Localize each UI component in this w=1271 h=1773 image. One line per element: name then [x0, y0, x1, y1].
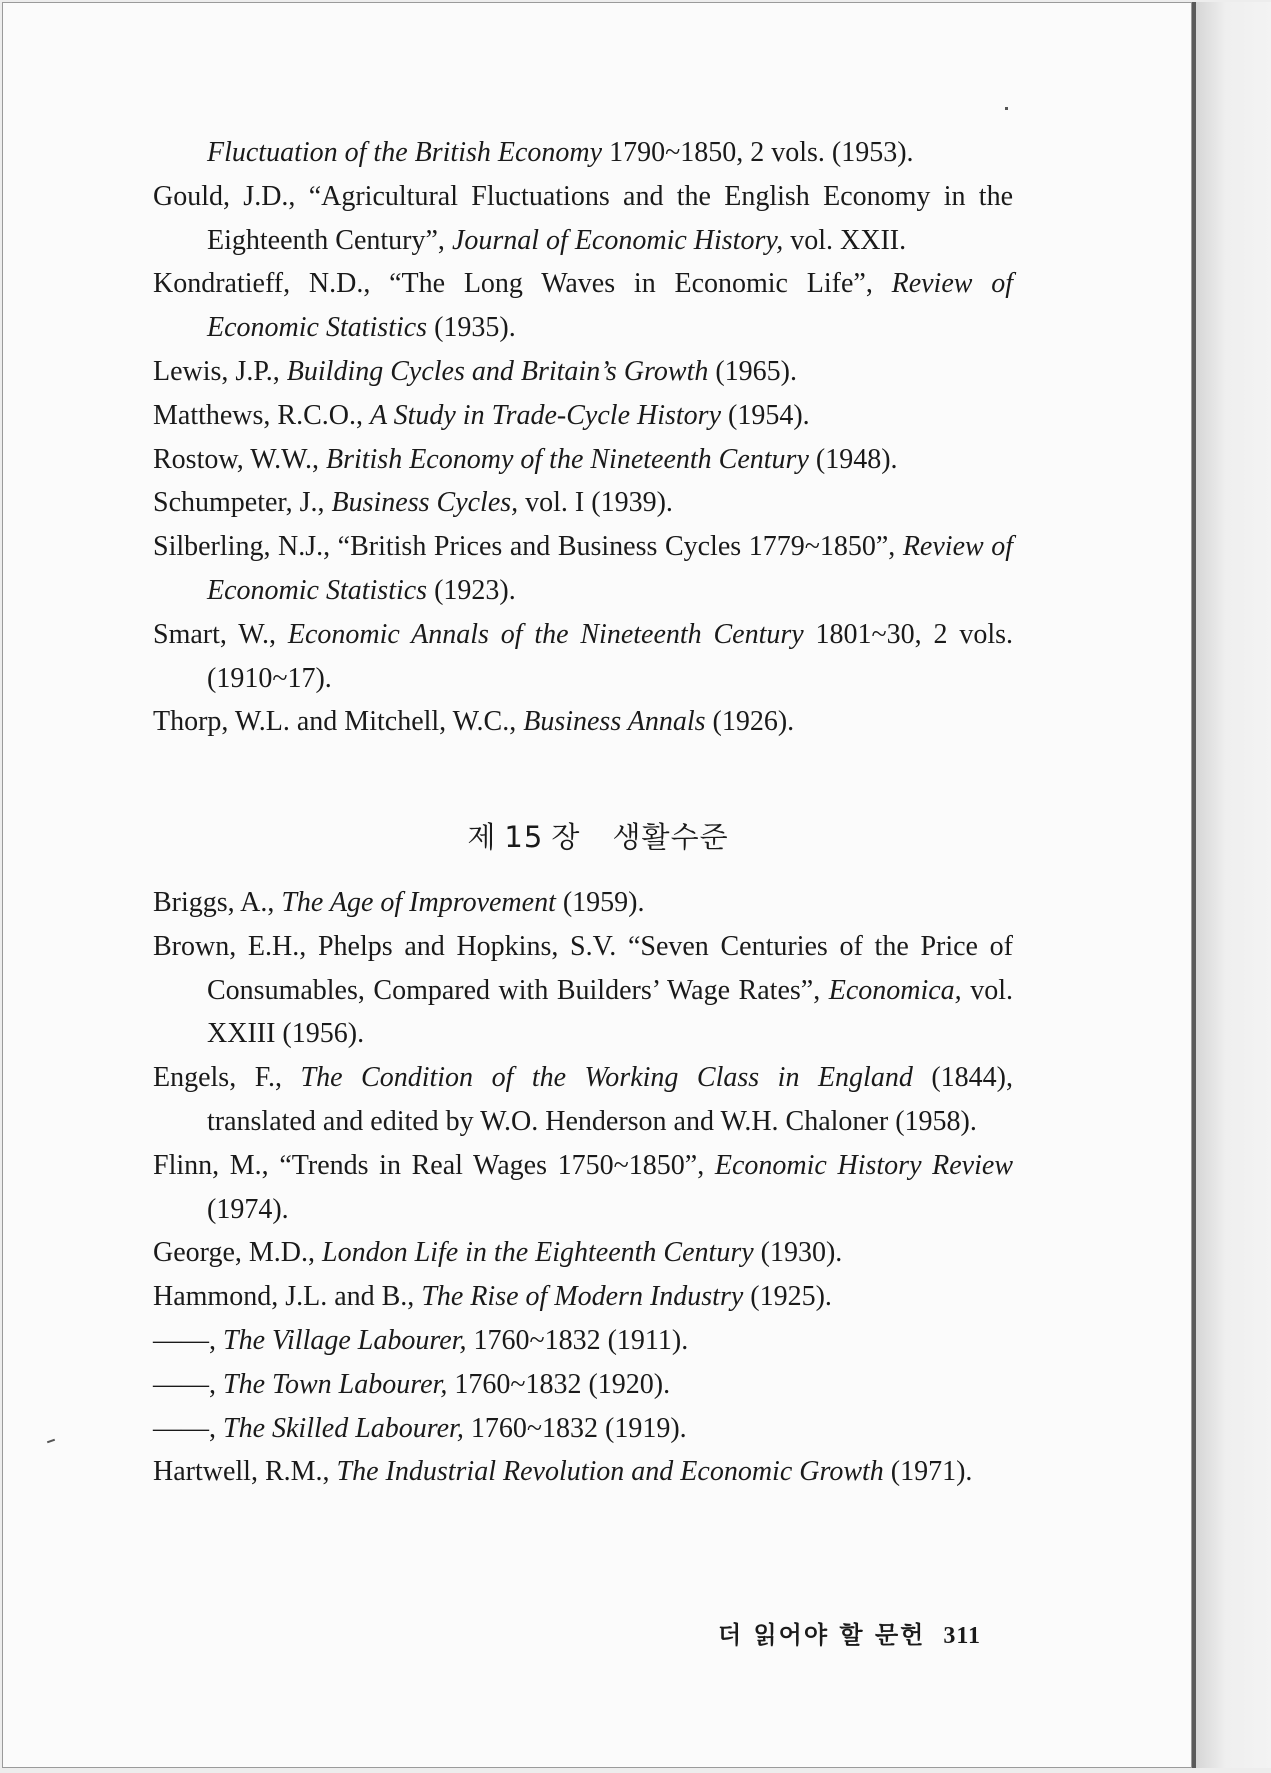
reference-entry — [153, 1319, 1013, 1363]
reference-text: 1760~1832 (1920). — [447, 1368, 671, 1400]
reference-entry — [153, 481, 1013, 525]
reference-title: Review of Economic Statistics — [207, 268, 1013, 344]
reference-text: Hartwell, R.M., — [153, 1456, 337, 1488]
reference-title: Economic History Review — [714, 1149, 1013, 1181]
reference-entry — [153, 881, 1013, 925]
reference-text: vol. I (1939). — [518, 487, 673, 519]
reference-text: (1926). — [705, 706, 795, 738]
reference-title: The Condition of the Working Class in England — [300, 1062, 913, 1094]
chapter-number: 15 — [504, 820, 544, 854]
reference-title: The Industrial Revolution and Economic Growth — [336, 1456, 884, 1488]
reference-list-top — [153, 131, 1013, 744]
reference-text: vol. XXIII (1956). — [207, 974, 1013, 1050]
reference-entry — [153, 131, 1013, 175]
reference-text: 1760~1832 (1911). — [466, 1324, 689, 1356]
reference-entry — [153, 1275, 1013, 1319]
reference-title: Business Annals — [523, 706, 706, 738]
reference-text: Schumpeter, J., — [153, 487, 332, 519]
reference-text: Kondratieff, N.D., “The Long Waves in Economic Life”, — [153, 268, 892, 300]
reference-entry — [153, 1450, 1013, 1494]
reference-text: George, M.D., — [153, 1237, 323, 1269]
reference-title: Review of Economic Statistics — [207, 531, 1013, 606]
book-page — [2, 2, 1192, 1768]
reference-entry — [153, 1144, 1013, 1232]
chapter-prefix: 제 — [467, 820, 497, 854]
reference-title: Business Cycles, — [331, 487, 519, 519]
reference-text: (1954). — [721, 399, 810, 431]
scan-speck — [1005, 107, 1008, 110]
reference-text: (1935). — [427, 312, 516, 344]
reference-text: (1923). — [427, 574, 516, 606]
reference-text: ——, — [153, 1368, 223, 1400]
chapter-suffix: 장 — [551, 820, 581, 854]
reference-entry — [153, 1056, 1013, 1144]
page-shadow — [1196, 2, 1271, 1768]
reference-title: A Study in Trade-Cycle History — [370, 399, 721, 431]
reference-text: ——, — [153, 1412, 223, 1444]
scan-speck — [47, 1439, 55, 1444]
reference-entry — [153, 394, 1013, 438]
reference-text: Rostow, W.W., — [153, 443, 326, 475]
reference-title: The Town Labourer, — [223, 1368, 448, 1400]
reference-text: Gould, J.D., “Agricultural Fluctuations and the English Economy in the Eighteenth Century”, — [153, 180, 1013, 256]
reference-text: (1930). — [753, 1237, 843, 1269]
reference-text: Thorp, W.L. and Mitchell, W.C., — [153, 706, 524, 738]
reference-text: Briggs, A., — [153, 887, 282, 918]
reference-title: The Skilled Labourer, — [223, 1412, 464, 1444]
reference-text: (1959). — [555, 887, 645, 918]
reference-entry — [153, 1231, 1013, 1275]
running-footer-title: 더 읽어야 할 문헌 — [717, 1621, 926, 1649]
reference-text: (1844), translated and edited by W.O. Henderson and W.H. Chaloner (1958). — [207, 1062, 1013, 1137]
reference-text: vol. XXII. — [783, 224, 907, 256]
reference-text: ——, — [153, 1324, 223, 1356]
reference-entry — [153, 613, 1013, 701]
reference-entry — [153, 525, 1013, 613]
reference-title: British Economy of the Nineteenth Century — [325, 443, 809, 475]
reference-text: 1790~1850, 2 vols. (1953). — [602, 137, 914, 168]
reference-entry — [153, 1363, 1013, 1407]
reference-text: (1925). — [743, 1281, 832, 1313]
reference-text: Flinn, M., “Trends in Real Wages 1750~1850”, — [153, 1149, 715, 1181]
reference-text: (1971). — [883, 1456, 973, 1488]
reference-text: Brown, E.H., Phelps and Hopkins, S.V. “Seven Centuries of the Price of Consumables, Compared with Builders’ Wage Rates”, — [153, 930, 1013, 1006]
page-footer — [718, 1615, 981, 1650]
reference-text: 1760~1832 (1919). — [463, 1412, 687, 1444]
reference-title: Journal of Economic History, — [451, 224, 784, 256]
reference-text: (1974). — [207, 1193, 289, 1225]
reference-title: Economic Annals of the Nineteenth Century — [287, 618, 804, 650]
reference-text: Matthews, R.C.O., — [153, 399, 370, 431]
reference-list-bottom — [153, 881, 1013, 1494]
reference-text: 1801~30, 2 vols. (1910~17). — [207, 618, 1013, 694]
reference-title: Economica, — [828, 974, 962, 1006]
reference-title: Building Cycles and Britain’s Growth — [286, 355, 709, 387]
reference-entry — [153, 1407, 1013, 1451]
reference-title: The Village Labourer, — [223, 1324, 467, 1356]
reference-entry — [153, 175, 1013, 263]
reference-title: The Age of Improvement — [281, 887, 556, 918]
reference-entry — [153, 925, 1013, 1056]
reference-text: Lewis, J.P., — [153, 355, 287, 387]
reference-text: (1948). — [808, 443, 898, 475]
reference-entry — [153, 262, 1013, 350]
reference-title: London Life in the Eighteenth Century — [322, 1237, 754, 1269]
reference-entry — [153, 350, 1013, 394]
reference-text: (1965). — [708, 355, 798, 387]
reference-text: Silberling, N.J., “British Prices and Business Cycles 1779~1850”, — [153, 531, 903, 563]
reference-title: Fluctuation of the British Economy — [207, 137, 603, 168]
reference-text: Smart, W., — [153, 618, 288, 650]
reference-text: Hammond, J.L. and B., — [153, 1281, 422, 1313]
reference-entry — [153, 700, 1013, 744]
reference-title: The Rise of Modern Industry — [421, 1281, 744, 1313]
page-edge — [1192, 2, 1196, 1768]
chapter-title: 생활수준 — [612, 820, 729, 854]
reference-text: Engels, F., — [153, 1062, 301, 1094]
chapter-heading — [3, 815, 1193, 856]
reference-entry — [153, 438, 1013, 482]
page-number: 311 — [943, 1623, 981, 1649]
